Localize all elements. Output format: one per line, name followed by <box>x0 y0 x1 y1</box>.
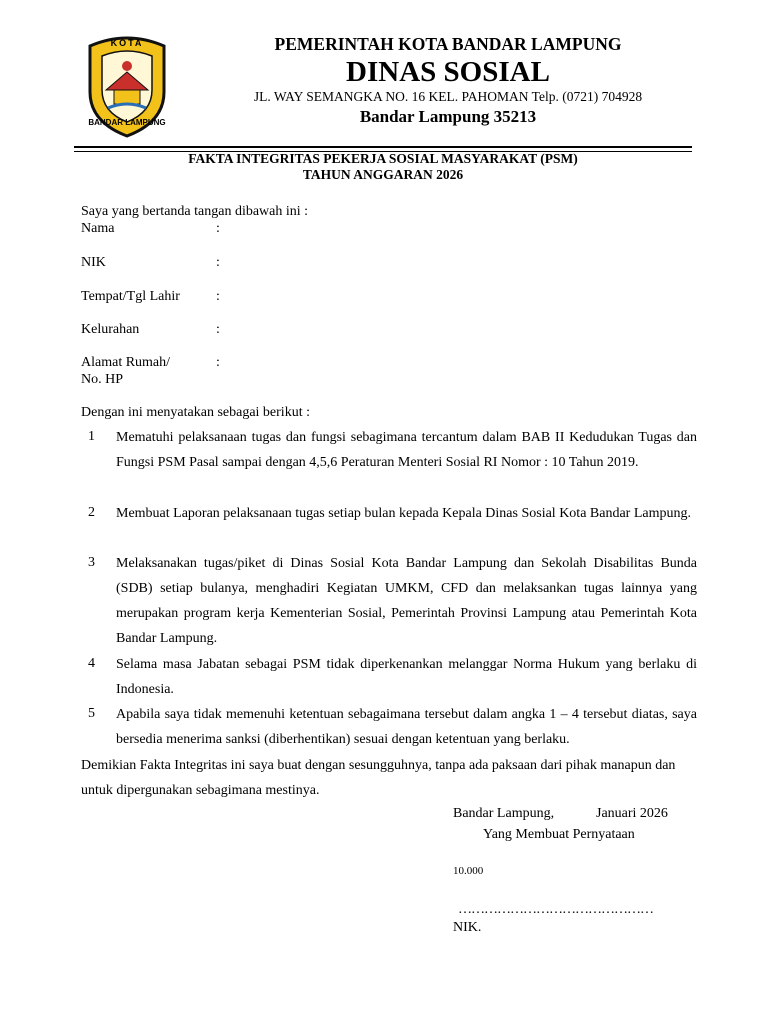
signature-line: ……………………………………… <box>458 902 653 917</box>
statement-intro: Dengan ini menyatakan sebagai berikut : <box>81 405 310 420</box>
signature-role: Yang Membuat Pernyataan <box>483 827 635 842</box>
item-number: 3 <box>88 555 95 570</box>
item-number: 2 <box>88 505 95 520</box>
statement-item: Mematuhi pelaksanaan tugas dan fungsi sebagimana tercantum dalam BAB II Kedudukan Tugas dan Fungsi PSM Pasal sampai dengan 4,5,6 Peraturan Menteri Sosial RI Nomor : 10 Tahun 2019. <box>116 430 697 470</box>
statement-item: Selama masa Jabatan sebagai PSM tidak diperkenankan melanggar Norma Hukum yang berlaku di Indonesia. <box>116 657 697 697</box>
field-label-nik: NIK <box>81 255 106 270</box>
signature-nik: NIK. <box>453 920 482 935</box>
logo-top-text: KOTA <box>110 38 144 48</box>
item-number: 5 <box>88 706 95 721</box>
field-colon: : <box>216 322 220 337</box>
signature-place: Bandar Lampung, <box>453 806 555 821</box>
item-number: 1 <box>88 429 95 444</box>
item-number: 4 <box>88 656 95 671</box>
document-year: TAHUN ANGGARAN 2026 <box>302 167 464 182</box>
field-label-phone: No. HP <box>81 372 124 387</box>
statement-item: Apabila saya tidak memenuhi ketentuan sebagaimana tersebut dalam angka 1 – 4 tersebut diatas, saya bersedia menerima sanksi (diberhentikan) sesuai dengan ketentuan yang berlaku. <box>116 707 697 747</box>
city-postal: Bandar Lampung 35213 <box>359 107 537 126</box>
field-label-address: Alamat Rumah/ <box>81 355 171 370</box>
closing-statement: Demikian Fakta Integritas ini saya buat dengan sesungguhnya, tanpa ada paksaan dari pihak manapun dan untuk dipergunakan sebagimana mestinya. <box>81 758 676 798</box>
intro-text: Saya yang bertanda tangan dibawah ini : <box>81 204 309 219</box>
field-colon: : <box>216 255 220 270</box>
stamp-duty-label: 10.000 <box>453 865 484 877</box>
government-heading: PEMERINTAH KOTA BANDAR LAMPUNG <box>274 34 622 54</box>
field-label-kelurahan: Kelurahan <box>81 322 140 337</box>
field-colon: : <box>216 289 220 304</box>
statement-item: Membuat Laporan pelaksanaan tugas setiap bulan kepada Kepala Dinas Sosial Kota Bandar Lampung. <box>116 506 691 521</box>
field-label-nama: Nama <box>81 221 115 236</box>
statement-item: Melaksanakan tugas/piket di Dinas Sosial Kota Bandar Lampung dan Sekolah Disabilitas Bunda (SDB) setiap bulanya, menghadiri Kegiatan UMKM, CFD dan melaksankan tugas lainnya yang merupakan program kerja Kementerian Sosial, Pemerintah Provinsi Lampung atau Pemerintah Kota Bandar Lampung. <box>116 556 697 646</box>
field-colon: : <box>216 221 220 236</box>
logo-bottom-text: BANDAR LAMPUNG <box>88 118 166 127</box>
document-title: FAKTA INTEGRITAS PEKERJA SOSIAL MASYARAKAT (PSM) <box>188 151 578 166</box>
field-label-birth: Tempat/Tgl Lahir <box>81 289 180 304</box>
field-colon: : <box>216 355 220 370</box>
agency-heading: DINAS SOSIAL <box>346 56 550 88</box>
header-rule-thick <box>74 146 692 148</box>
signature-date: Januari 2026 <box>596 806 668 821</box>
agency-address: JL. WAY SEMANGKA NO. 16 KEL. PAHOMAN Telp. (0721) 704928 <box>253 89 643 104</box>
